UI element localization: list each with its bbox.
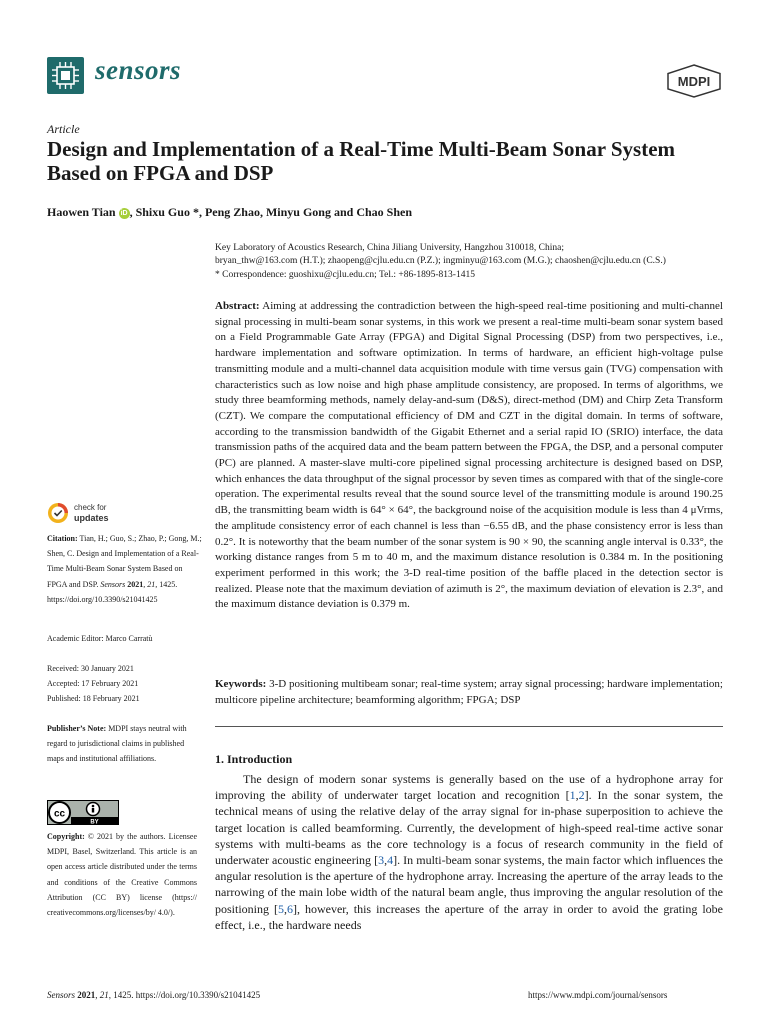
orcid-icon[interactable]: iD <box>120 210 128 217</box>
intro-text: , <box>283 901 287 916</box>
affiliation-line: Key Laboratory of Acoustics Research, China Jiliang University, Hangzhou 310018, China; <box>215 243 564 253</box>
author-first: Haowen Tian <box>47 205 116 219</box>
footer-journal: Sensors <box>47 990 76 1000</box>
intro-paragraph <box>215 771 723 933</box>
intro-text: The design of modern sonar systems is generally based on the use of a hydrophone array for improving the ability of underwater target location and recognition [ <box>215 772 723 803</box>
correspondence: * Correspondence: guoshixu@cjlu.edu.cn; Tel.: +86-1895-813-1415 <box>215 269 475 280</box>
author-rest: , Shixu Guo *, Peng Zhao, Minyu Gong and Chao Shen <box>129 205 412 219</box>
copyright-notice <box>47 829 197 920</box>
citation-journal: Sensors <box>100 579 126 589</box>
keywords-text: 3-D positioning multibeam sonar; real-time system; array signal processing; hardware implementation; multicore pipeline architecture; beamforming algorithm; FPGA; DSP <box>215 678 723 706</box>
intro-text: , <box>384 853 388 868</box>
svg-text:cc: cc <box>53 808 66 820</box>
section-heading: 1. Introduction <box>215 752 293 766</box>
article-title: Design and Implementation of a Real-Time Multi-Beam Sonar System Based on FPGA and DSP <box>47 137 676 185</box>
check-updates-button[interactable] <box>47 502 147 526</box>
citation-link[interactable]: 1 <box>569 788 576 803</box>
citation-block <box>47 531 202 607</box>
footer-sep: , <box>95 990 100 1000</box>
citation-link[interactable]: 6 <box>286 901 293 916</box>
abstract <box>215 299 723 613</box>
citation-doi[interactable]: , 1425. https://doi.org/10.3390/s21041425 <box>47 579 178 604</box>
publisher-note-label: Publisher’s Note: <box>47 724 107 733</box>
publisher-note <box>47 721 202 767</box>
received-date: Received: 30 January 2021 <box>47 664 134 673</box>
footer-volume: 21 <box>99 990 109 1000</box>
citation-link[interactable]: 5 <box>277 901 284 916</box>
abstract-text: Aiming at addressing the contradiction between the high-speed real-time positioning and multi-channel signal processing in multi-beam sonar systems, in this work we present a real-time multi-beam sonar system based on a Field Programmable Gate Array (FPGA) and Digital Signal Processing (DSP) from two perspectives, i.e., hardware implementation and software optimization. In terms of hardware, an efficient high-voltage pulse transmitting module and a multi-channel data acquisition module with time versus gain (TVG) compensation with characteristics such as low noise and high phase amplitude consistency, are proposed. In terms of algorithms, we study three beamforming methods, namely delay-and-sum (D&S), direct-method (DM) and Chirp Zeta Transform (CZT). We compare the computational efficiency of DM and CZT in the digital domain. In terms of software, according to the transmission bandwidth of the Gigabit Ethernet and a serial rapid IO (SRIO) interface, the data transmission paths of the acquired data and the beam pattern between the FPGA, the DSP, and a personal computer (PC) are planned. A master-slave multi-core pipelined signal processing architecture is designed based on DSP, which enhances the data throughput of the signal processor by seven times as compared with that of the single-core operation. The experimental results reveal that the sound source level of the transmitting module is around 190.25 dB, the transmitting beam width is 64° × 64°, the background noise of the acquisition module is less than 4 μVrms, the amplitude consistency error of each channel is less than −6.55 dB, and the phase consistency error is less than 0.2°. It is noteworthy that the beam number of the sonar system is 90 × 90, the scanning angle interval is 0.33°, the working distance ranges from 5 m to 40 m, and the maximum distance resolution is 0.384 m. In the positioning experiment performed in this work; the 3-D real-time position of the baffle placed in the detection sector is realized. Please note that the maximum deviation of azimuth is 2°, the maximum deviation of elevation is 2.3°, and the maximum distance deviation is 0.379 m. <box>215 300 723 611</box>
abstract-label: Abstract: <box>215 300 260 312</box>
accepted-date: Accepted: 17 February 2021 <box>47 679 139 689</box>
footer-citation <box>47 990 260 1000</box>
intro-text: ], however, this increases the aperture of the array in order to avoid the grating lobe effect, i.e., the hardware needs <box>215 901 723 932</box>
citation-label: Citation: <box>47 534 78 543</box>
check-updates-label: check for <box>74 503 107 512</box>
footer-year: 2021 <box>75 990 96 1000</box>
citation-sep: , <box>143 579 148 589</box>
footer-doi[interactable]: , 1425. https://doi.org/10.3390/s21041425 <box>108 990 261 1000</box>
affiliation-emails: bryan_thw@163.com (H.T.); zhaopeng@cjlu.edu.cn (P.Z.); ingminyu@163.com (M.G.); chaoshen@cjlu.edu.cn (C.S.) <box>215 256 666 267</box>
journal-logo-icon <box>47 57 84 94</box>
check-updates-icon <box>47 502 69 524</box>
cc-by-license-icon[interactable] <box>47 800 119 825</box>
academic-editor: Academic Editor: Marco Carratù <box>47 634 153 643</box>
copyright-label: Copyright: <box>47 832 85 841</box>
article-type: Article <box>47 122 80 136</box>
citation-link[interactable]: 3 <box>378 853 385 868</box>
publication-dates <box>47 661 202 707</box>
publisher-name: MDPI <box>677 74 711 89</box>
keywords <box>215 677 723 708</box>
citation-text: Tian, H.; Guo, S.; Zhao, P.; Gong, M.; Shen, C. Design and Implementation of a Real-Time Multi-Beam Sonar System Based on FPGA and DSP. <box>47 534 202 589</box>
check-updates-label-bold: updates <box>74 513 109 523</box>
author-list <box>47 205 412 220</box>
citation-link[interactable]: 2 <box>578 788 585 803</box>
intro-text: ]. In the sonar system, the technical means of using the relative delay of the array signal for in-phase superposition to achieve the target location is called beamforming. Currently, the development of high-speed real-time active sonar systems with multi-beams as the core technology is a focus of research community in the field of underwater acoustic engineering [ <box>215 788 723 868</box>
citation-volume: 21 <box>147 579 156 589</box>
footer-journal-url[interactable]: https://www.mdpi.com/journal/sensors <box>528 990 668 1000</box>
citation-year: 2021 <box>125 579 144 589</box>
affiliation <box>215 242 730 282</box>
mdpi-logo-icon <box>665 64 723 98</box>
published-date: Published: 18 February 2021 <box>47 694 140 704</box>
divider <box>215 726 723 727</box>
intro-text: , <box>575 788 579 803</box>
citation-link[interactable]: 4 <box>387 853 394 868</box>
cc-label: BY <box>90 819 99 825</box>
copyright-text: © 2021 by the authors. Licensee MDPI, Basel, Switzerland. This article is an open access article distributed under the terms and conditions of the Creative Commons Attribution (CC BY) license (https:// creativecommons.org/licenses/by/ 4.0/). <box>47 832 197 918</box>
journal-name: sensors <box>95 55 182 85</box>
intro-text: ]. In multi-beam sonar systems, the main factor which influences the angular resolution is the aperture of the hydrophone array. Increasing the aperture of the array leads to the narrowing of the main lobe width of the natural beam angle, thus improving the angular resolution of the positioning [ <box>215 853 723 916</box>
keywords-label: Keywords: <box>215 678 267 690</box>
publisher-note-text: MDPI stays neutral with regard to jurisdictional claims in published maps and institutional affiliations. <box>47 724 187 764</box>
